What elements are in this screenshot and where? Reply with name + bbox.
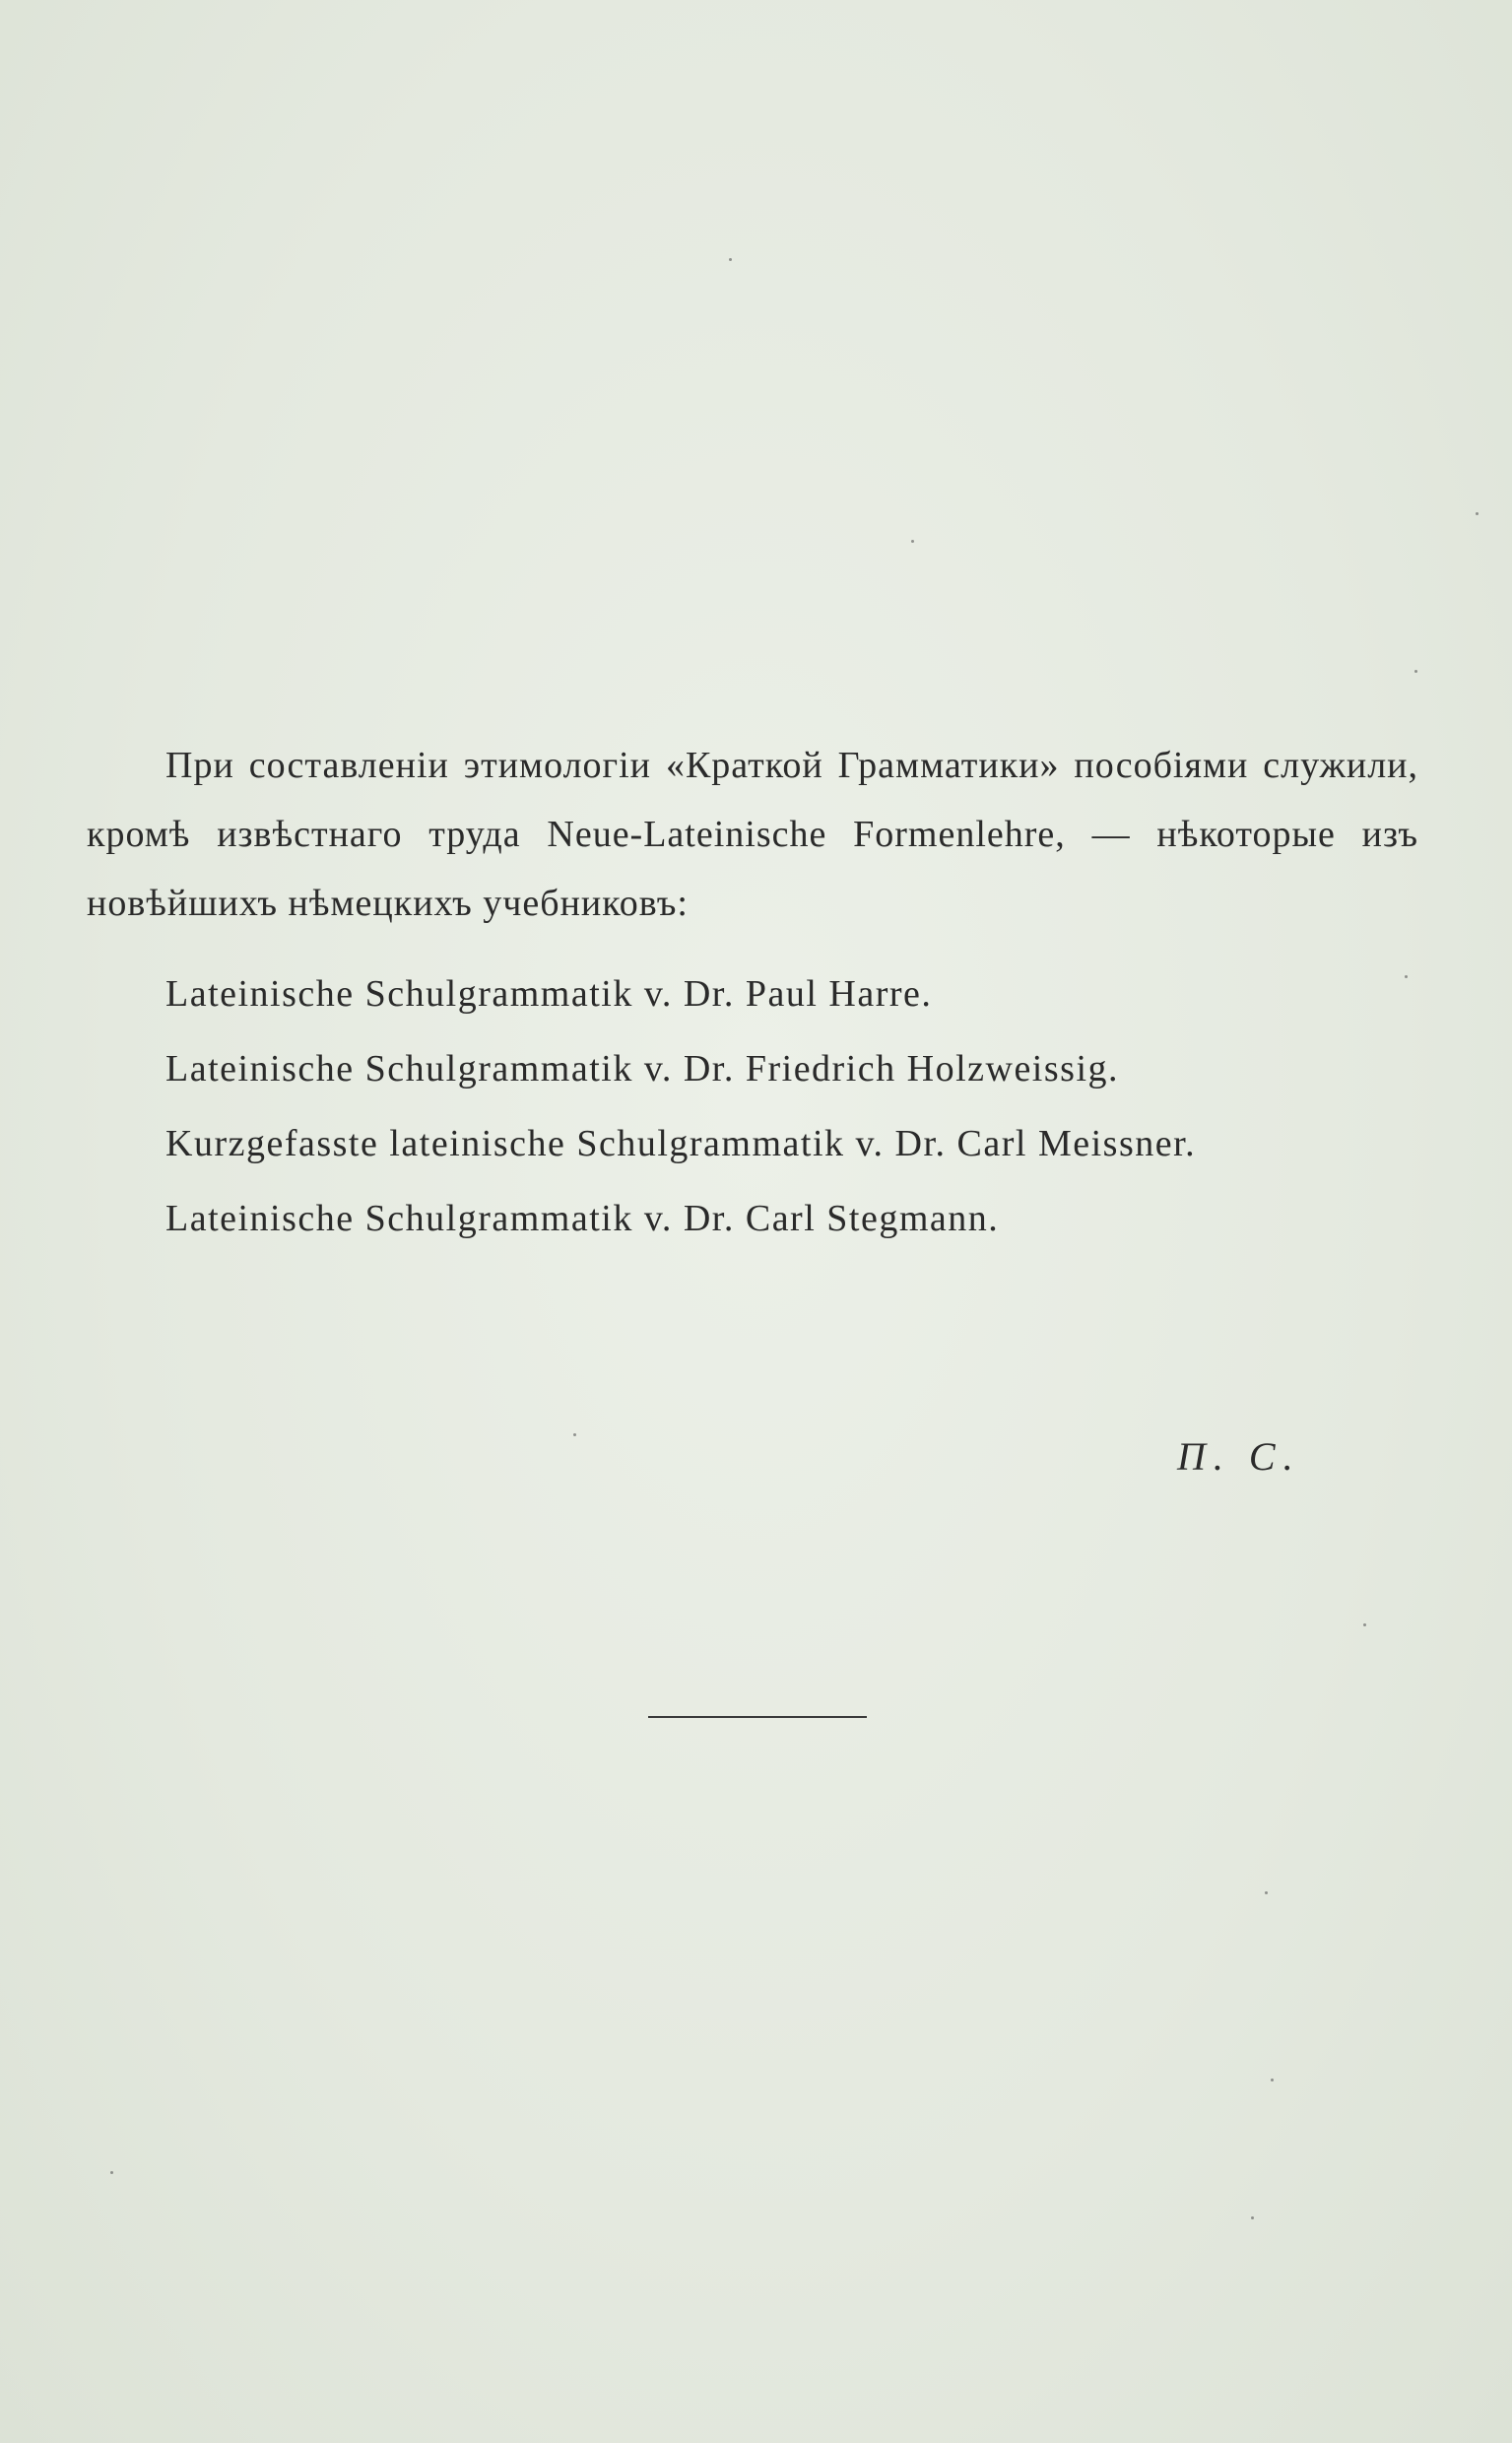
paper-speck [1405, 975, 1408, 978]
paper-speck [1363, 1623, 1366, 1626]
author-initials: П. С. [1177, 1434, 1301, 1479]
paper-speck [1265, 1891, 1268, 1894]
reference-item: Lateinische Schulgrammatik v. Dr. Paul Harre. [165, 973, 933, 1015]
paper-speck [573, 1433, 576, 1436]
reference-item: Lateinische Schulgrammatik v. Dr. Carl Stegmann. [165, 1198, 1000, 1239]
closing-rule [648, 1716, 867, 1718]
intro-paragraph: При составленіи этимологіи «Краткой Грамматики» пособіями служили, кромѣ извѣстнаго труда Neue-Lateinische Formenlehre, — нѣкоторые изъ новѣйшихъ нѣмецкихъ учебниковъ: [87, 745, 1418, 924]
reference-item: Kurzgefasste lateinische Schulgrammatik v. Dr. Carl Meissner. [165, 1123, 1197, 1164]
paper-speck [729, 258, 732, 261]
paper-speck [911, 540, 914, 543]
reference-list [87, 963, 1418, 1249]
paper-speck [1414, 670, 1417, 673]
paper-speck [110, 2171, 113, 2174]
reference-item: Lateinische Schulgrammatik v. Dr. Friedrich Holzweissig. [165, 1048, 1120, 1089]
preface-block [87, 731, 1418, 1249]
paper-speck [1251, 2216, 1254, 2219]
paper-speck [1271, 2079, 1274, 2081]
paper-speck [1476, 512, 1479, 515]
